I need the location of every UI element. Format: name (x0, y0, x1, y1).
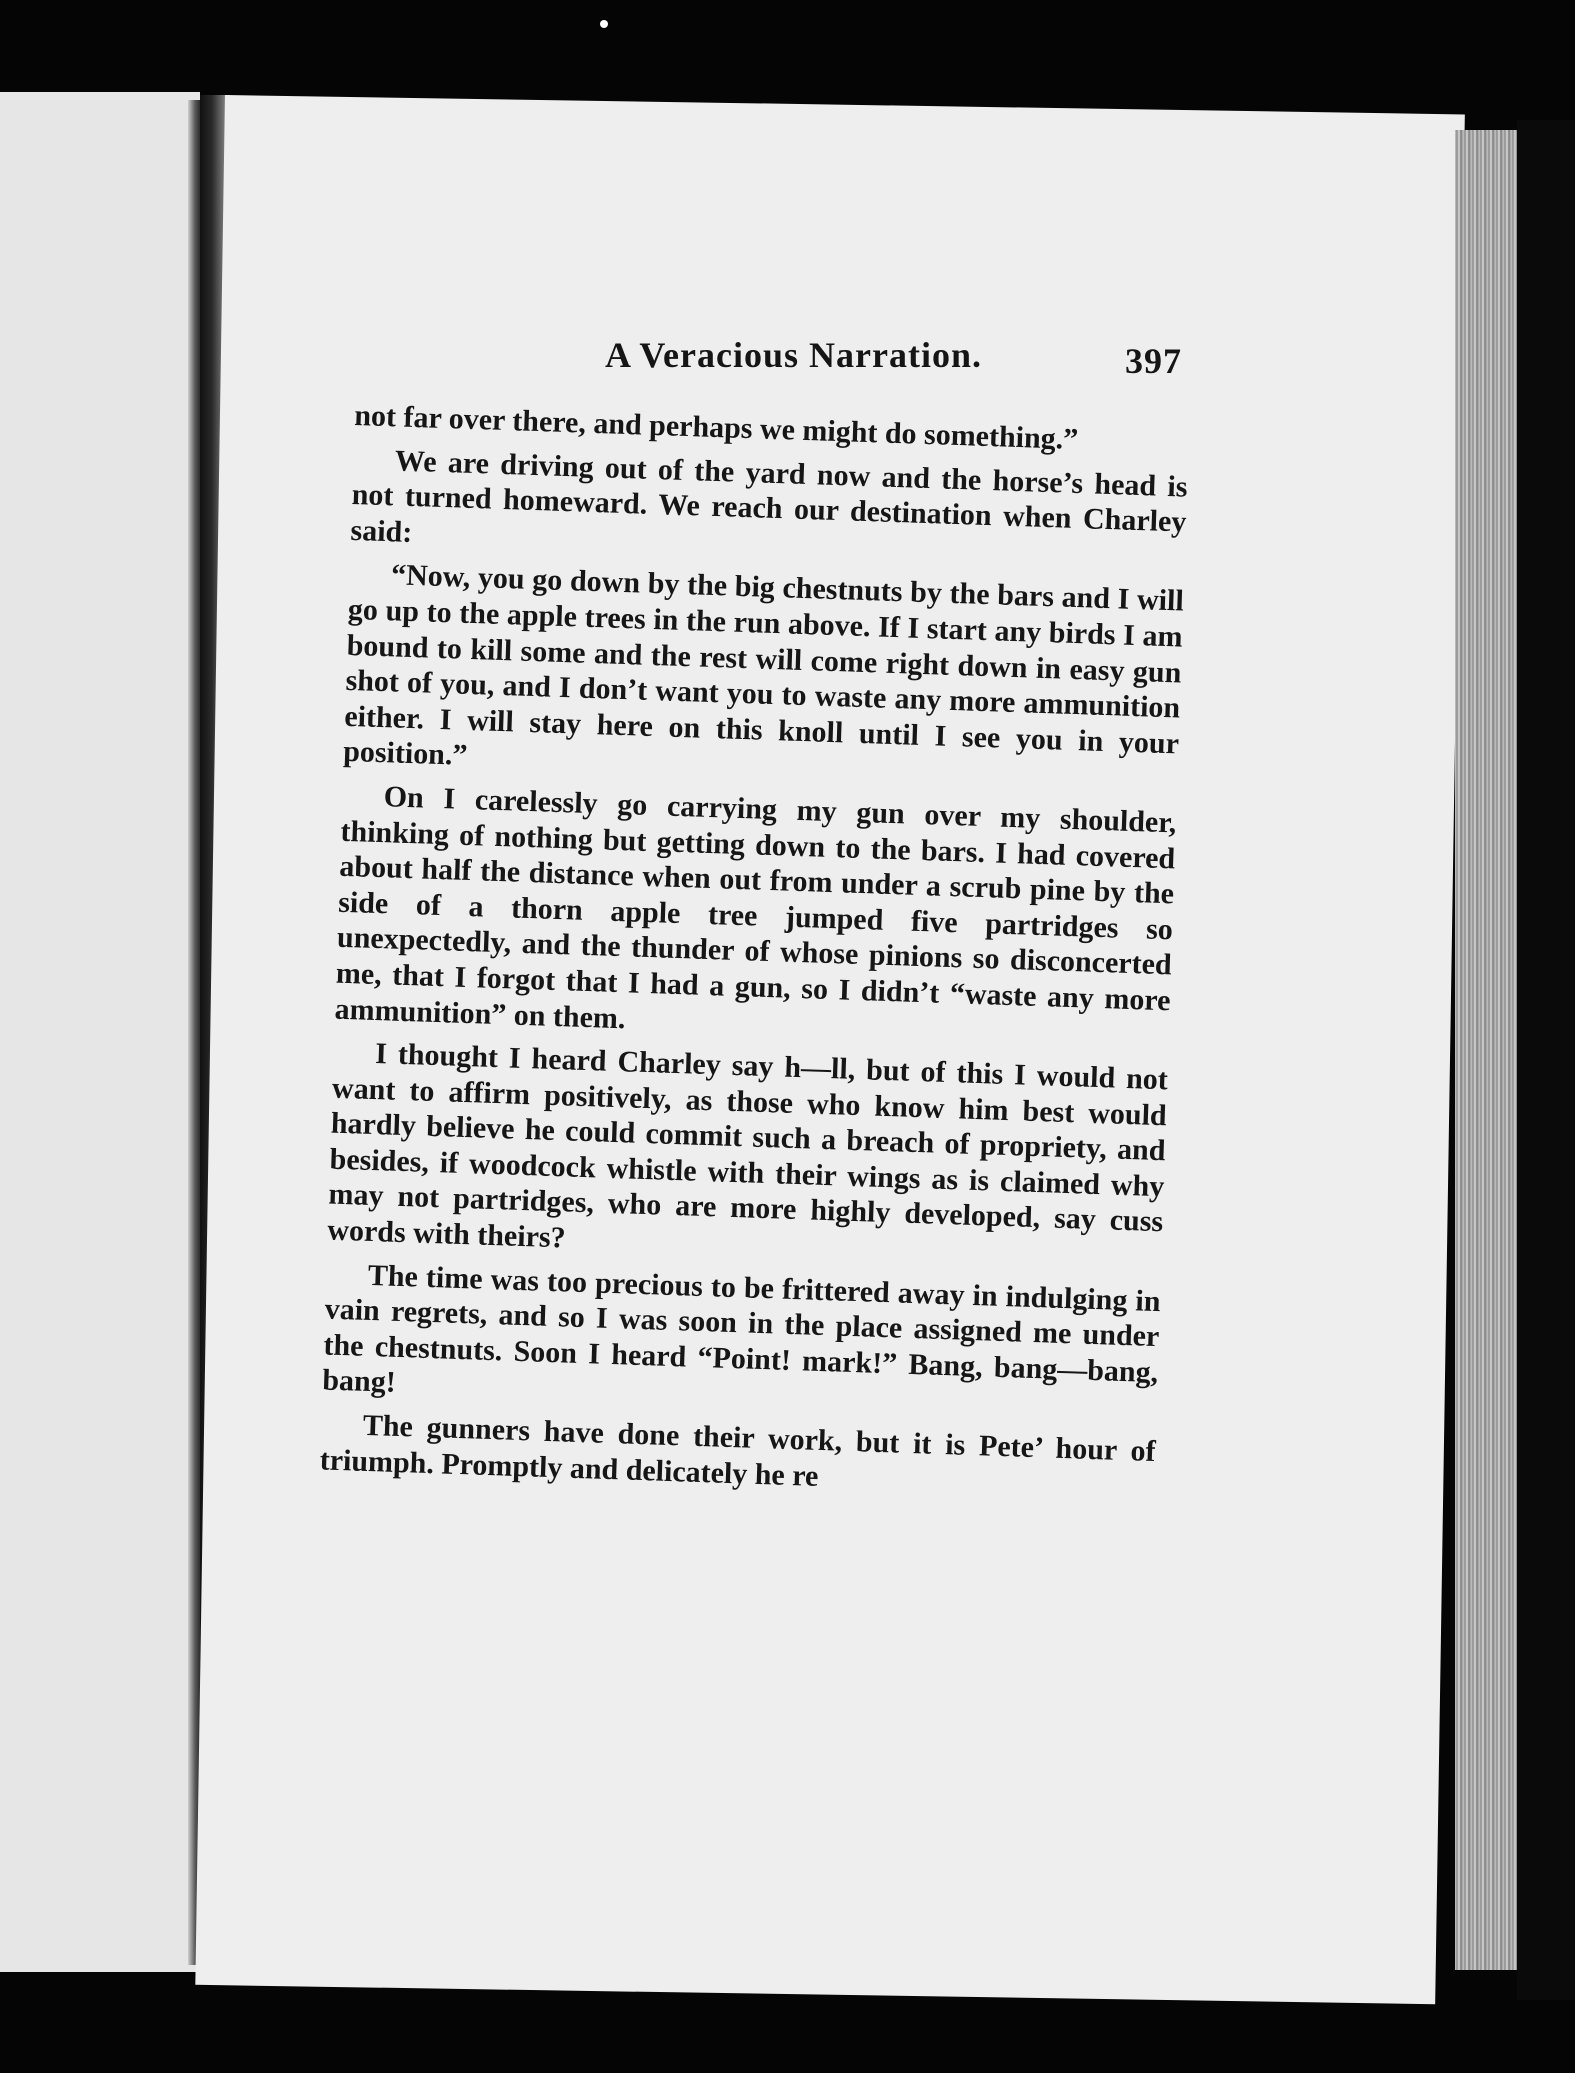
body-text (319, 398, 1190, 1513)
paragraph: not far over there, and perhaps we might do something.” (353, 398, 1079, 456)
paragraph: On I carelessly go carrying my gun over my shoulder, thinking of nothing but getting down to the bars. I had covered about half the distance when out from under a scrub pine by the side of a thorn apple tree jumped five partridges so unexpectedly, and the thunder of whose pinions so disconcerted me, that I forgot that I had a gun, so I didn’t “waste any more ammunition” on them. (334, 780, 1177, 1035)
page-number: 397 (1125, 341, 1182, 381)
scan-artifact-dot (600, 20, 608, 28)
left-page (0, 92, 200, 1972)
paragraph: The time was too precious to be frittered away in indulging in vain regrets, and so I was soon in the place assigned me under the chestnuts. Soon I heard “Point! mark!” Bang, bang—bang, bang! (321, 1258, 1162, 1400)
running-title: A Veracious Narration. (605, 335, 982, 375)
page-stack-edges (1455, 130, 1517, 1970)
page-header (605, 334, 1205, 384)
paragraph: I thought I heard Charley say h—ll, but of this I would not want to affirm positively, as those who know him best would hardly believe he could commit such a breach of propriety, and besides, if woodcock whistle with their wings as is claimed why may not partridges, who are more highly developed, say cuss words with theirs? (326, 1037, 1169, 1255)
scan-border-right (1517, 120, 1575, 2000)
paragraph: The gunners have done their work, but it is Pete’ hour of triumph. Promptly and delicately he re (319, 1408, 1157, 1493)
paragraph: “Now, you go down by the big chestnuts by the bars and I will go up to the apple trees in the run above. If I start any birds I am bound to kill some and the rest will come right down in easy gun shot of you, and I don’t want you to waste any more ammunition either. I will stay here on this knoll until I see you in your position.” (342, 558, 1185, 773)
paragraph: We are driving out of the yard now and the horse’s head is not turned homeward. We reach our destination when Charley said: (350, 443, 1189, 549)
